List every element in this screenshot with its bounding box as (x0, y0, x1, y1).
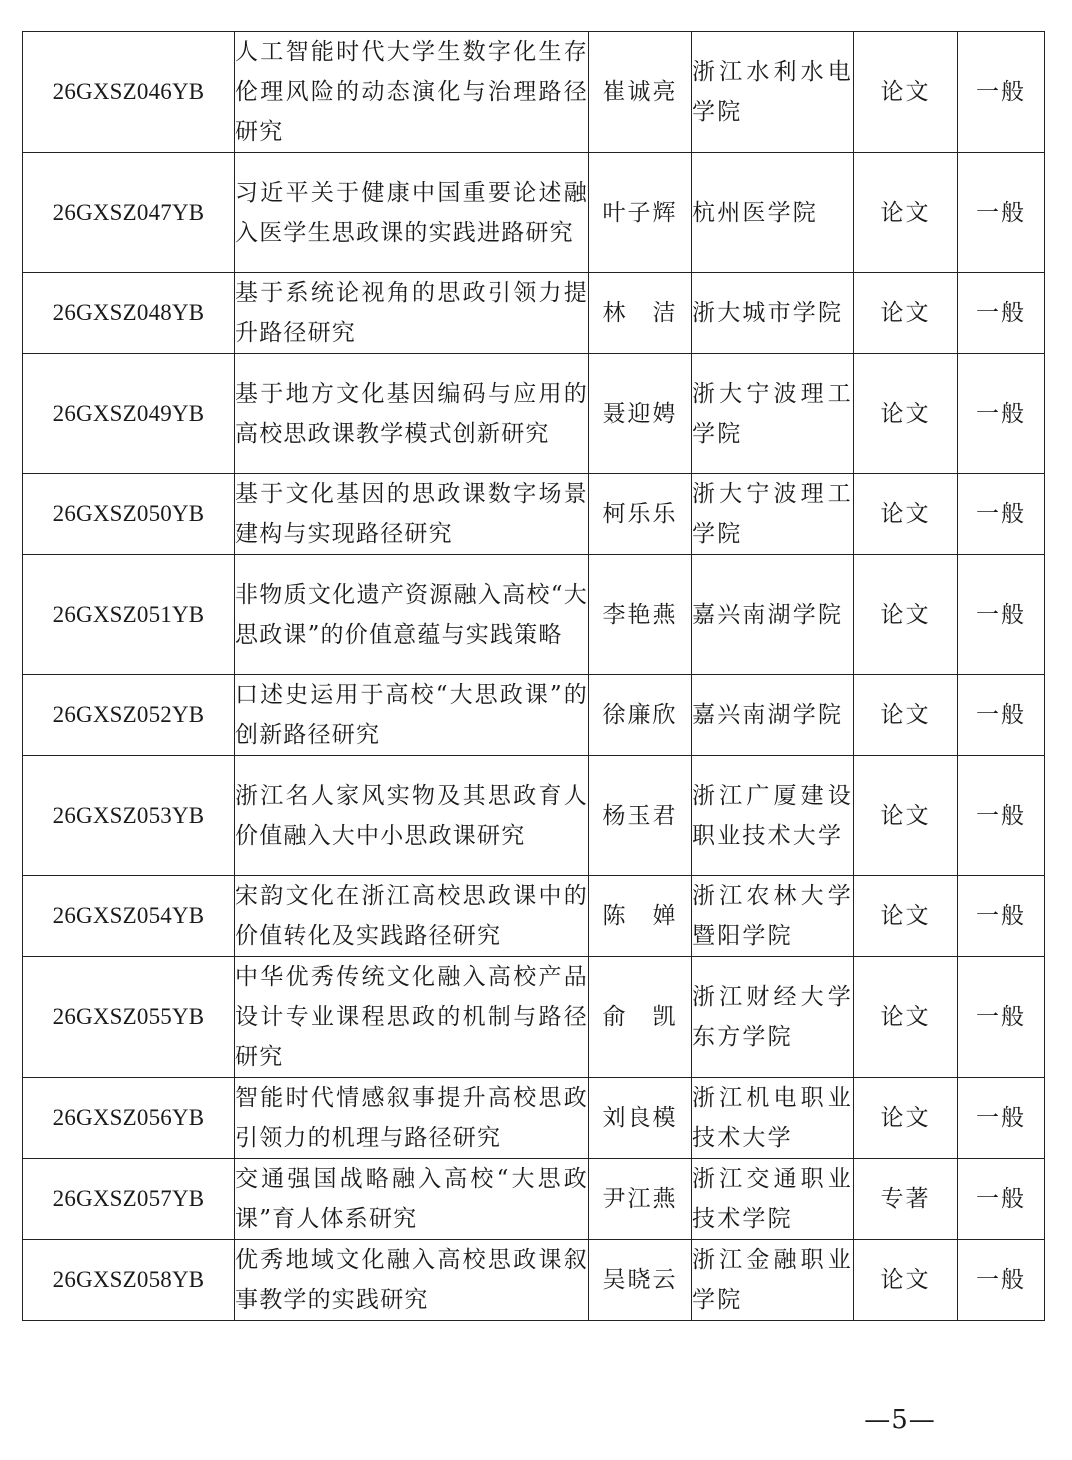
project-title: 智能时代情感叙事提升高校思政引领力的机理与路径研究 (235, 1078, 589, 1159)
project-unit: 浙大宁波理工学院 (692, 354, 854, 474)
project-leader: 李艳燕 (589, 555, 692, 675)
project-leader: 徐廉欣 (589, 675, 692, 756)
project-title: 基于系统论视角的思政引领力提升路径研究 (235, 273, 589, 354)
project-title: 浙江名人家风实物及其思政育人价值融入大中小思政课研究 (235, 756, 589, 876)
project-leader: 刘良模 (589, 1078, 692, 1159)
project-grade: 一般 (958, 1240, 1045, 1321)
project-unit: 嘉兴南湖学院 (692, 555, 854, 675)
project-unit: 嘉兴南湖学院 (692, 675, 854, 756)
project-grade: 一般 (958, 876, 1045, 957)
project-grade: 一般 (958, 957, 1045, 1078)
project-title: 基于文化基因的思政课数字场景建构与实现路径研究 (235, 474, 589, 555)
result-type: 论文 (854, 1078, 958, 1159)
project-leader: 陈 婵 (589, 876, 692, 957)
project-title: 基于地方文化基因编码与应用的高校思政课教学模式创新研究 (235, 354, 589, 474)
table-row (23, 1159, 1045, 1240)
project-grade: 一般 (958, 474, 1045, 555)
project-leader: 吴晓云 (589, 1240, 692, 1321)
project-unit: 浙江机电职业技术大学 (692, 1078, 854, 1159)
project-title: 优秀地域文化融入高校思政课叙事教学的实践研究 (235, 1240, 589, 1321)
project-unit: 杭州医学院 (692, 153, 854, 273)
project-grade: 一般 (958, 1078, 1045, 1159)
project-code: 26GXSZ053YB (23, 756, 235, 876)
project-code: 26GXSZ048YB (23, 273, 235, 354)
result-type: 论文 (854, 153, 958, 273)
project-unit: 浙江金融职业学院 (692, 1240, 854, 1321)
table-row (23, 756, 1045, 876)
page-number: —5— (864, 1405, 936, 1435)
project-title: 交通强国战略融入高校“大思政课”育人体系研究 (235, 1159, 589, 1240)
project-title: 口述史运用于高校“大思政课”的创新路径研究 (235, 675, 589, 756)
project-grade: 一般 (958, 153, 1045, 273)
project-unit: 浙江广厦建设职业技术大学 (692, 756, 854, 876)
project-unit: 浙大宁波理工学院 (692, 474, 854, 555)
project-code: 26GXSZ047YB (23, 153, 235, 273)
project-leader: 叶子辉 (589, 153, 692, 273)
table-row (23, 957, 1045, 1078)
project-code: 26GXSZ046YB (23, 32, 235, 153)
project-leader: 杨玉君 (589, 756, 692, 876)
table-row (23, 675, 1045, 756)
project-unit: 浙江财经大学东方学院 (692, 957, 854, 1078)
project-title: 人工智能时代大学生数字化生存伦理风险的动态演化与治理路径研究 (235, 32, 589, 153)
project-leader: 俞 凯 (589, 957, 692, 1078)
project-code: 26GXSZ055YB (23, 957, 235, 1078)
table-row (23, 153, 1045, 273)
result-type: 论文 (854, 32, 958, 153)
project-unit: 浙江水利水电学院 (692, 32, 854, 153)
result-type: 论文 (854, 675, 958, 756)
result-type: 论文 (854, 1240, 958, 1321)
project-leader: 尹江燕 (589, 1159, 692, 1240)
table-row (23, 354, 1045, 474)
project-grade: 一般 (958, 32, 1045, 153)
project-title: 习近平关于健康中国重要论述融入医学生思政课的实践进路研究 (235, 153, 589, 273)
project-code: 26GXSZ050YB (23, 474, 235, 555)
project-unit: 浙大城市学院 (692, 273, 854, 354)
project-code: 26GXSZ058YB (23, 1240, 235, 1321)
result-type: 论文 (854, 474, 958, 555)
project-grade: 一般 (958, 273, 1045, 354)
table-row (23, 555, 1045, 675)
project-title: 非物质文化遗产资源融入高校“大思政课”的价值意蕴与实践策略 (235, 555, 589, 675)
result-type: 论文 (854, 555, 958, 675)
project-code: 26GXSZ049YB (23, 354, 235, 474)
table-row (23, 474, 1045, 555)
project-title: 宋韵文化在浙江高校思政课中的价值转化及实践路径研究 (235, 876, 589, 957)
project-grade: 一般 (958, 675, 1045, 756)
result-type: 论文 (854, 876, 958, 957)
project-code: 26GXSZ051YB (23, 555, 235, 675)
result-type: 论文 (854, 957, 958, 1078)
result-type: 专著 (854, 1159, 958, 1240)
project-title: 中华优秀传统文化融入高校产品设计专业课程思政的机制与路径研究 (235, 957, 589, 1078)
result-type: 论文 (854, 273, 958, 354)
project-grade: 一般 (958, 354, 1045, 474)
table-row (23, 876, 1045, 957)
project-code: 26GXSZ052YB (23, 675, 235, 756)
table-row (23, 1078, 1045, 1159)
result-type: 论文 (854, 756, 958, 876)
table-row (23, 1240, 1045, 1321)
project-leader: 林 洁 (589, 273, 692, 354)
table-row (23, 273, 1045, 354)
project-leader: 崔诚亮 (589, 32, 692, 153)
project-code: 26GXSZ054YB (23, 876, 235, 957)
project-code: 26GXSZ057YB (23, 1159, 235, 1240)
table-row (23, 32, 1045, 153)
project-leader: 聂迎娉 (589, 354, 692, 474)
project-grade: 一般 (958, 756, 1045, 876)
project-unit: 浙江农林大学暨阳学院 (692, 876, 854, 957)
project-leader: 柯乐乐 (589, 474, 692, 555)
project-list-table (22, 31, 1045, 1321)
result-type: 论文 (854, 354, 958, 474)
project-unit: 浙江交通职业技术学院 (692, 1159, 854, 1240)
project-grade: 一般 (958, 1159, 1045, 1240)
project-grade: 一般 (958, 555, 1045, 675)
project-code: 26GXSZ056YB (23, 1078, 235, 1159)
